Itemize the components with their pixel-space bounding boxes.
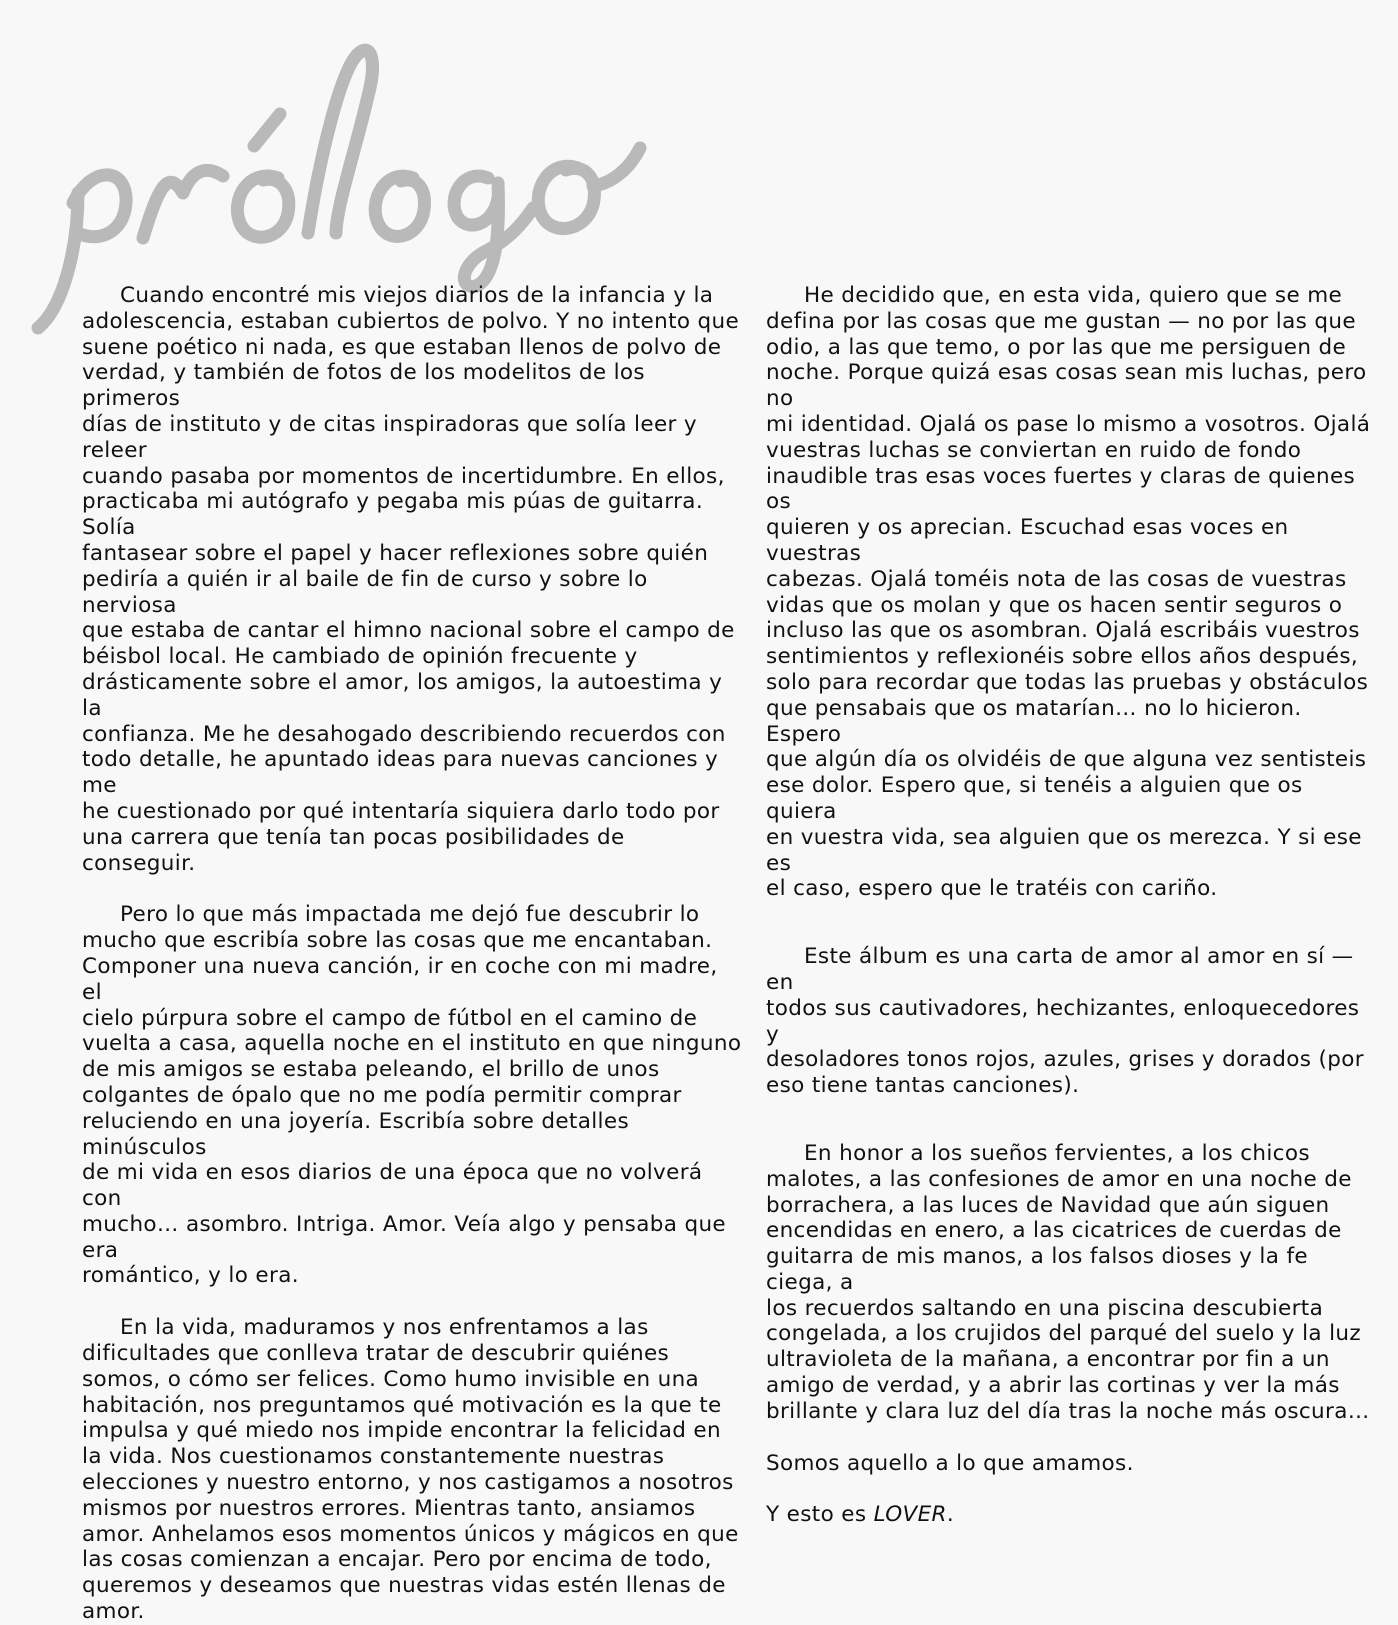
- left-column: [82, 283, 742, 1625]
- paragraph-growing-up: En la vida, maduramos y nos enfrentamos a las dificultades que conlleva tratar de descubrir quiénes somos, o cómo ser felices. Como humo invisible en una habitación, nos preguntamos qué motivación es la que te impulsa y qué miedo nos impide encontrar la felicidad en la vida. Nos cuestionamos constantemente nuestras elecciones y nuestro entorno, y nos castigamos a nosotros mismos por nuestros errores. Mientras tanto, ansiamos amor. Anhelamos esos momentos únicos y mágicos en que las cosas comienzan a encajar. Pero por encima de todo, queremos y deseamos que nuestras vidas estén llenas de amor.: [82, 1315, 739, 1625]
- closing-album-name: LOVER: [873, 1502, 947, 1528]
- closing-prefix: Y esto es: [766, 1502, 874, 1528]
- paragraph-defined-by-love: He decidido que, en esta vida, quiero que se me defina por las cosas que me gustan — no por las que odio, a las que temo, o por las que me persiguen de noche. Porque quizá esas cosas sean mis luchas, pero no mi identidad. Ojalá os pase lo mismo a vosotros. Ojalá vuestras luchas se conviertan en ruido de fondo inaudible tras esas voces fuertes y claras de quienes os quieren y os aprecian. Escuchad esas voces en vuestras cabezas. Ojalá toméis nota de las cosas de vuestras vidas que os molan y que os hacen sentir seguros o incluso las que os asombran. Ojalá escribáis vuestros sentimientos y reflexionéis sobre ellos años después, solo para recordar que todas las pruebas y obstáculos que pensabais que os matarían… no lo hicieron. Espero que algún día os olvidéis de que alguna vez sentisteis ese dolor. Espero que, si tenéis a alguien que os quiera en vuestra vida, sea alguien que os merezca. Y si ese es el caso, espero que le tratéis con cariño.: [766, 283, 1371, 902]
- right-column: [766, 283, 1376, 1528]
- paragraph-we-are-what-we-love: Somos aquello a lo que amamos.: [766, 1450, 1134, 1476]
- paragraph-childhood-diaries: Cuando encontré mis viejos diarios de la infancia y la adolescencia, estaban cubiertos de polvo. Y no intento que suene poético ni nada, es que estaban llenos de polvo de verdad, y también de fotos de los modelitos de los primeros días de instituto y de citas inspiradoras que solía leer y releer cuando pasaba por momentos de incertidumbre. En ellos, practicaba mi autógrafo y pegaba mis púas de guitarra. Solía fantasear sobre el papel y hacer reflexiones sobre quién pediría a quién ir al baile de fin de curso y sobre lo nerviosa que estaba de cantar el himno nacional sobre el campo de béisbol local. He cambiado de opinión frecuente y drásticamente sobre el amor, los amigos, la autoestima y la confianza. Me he desahogado describiendo recuerdos con todo detalle, he apuntado ideas para nuevas canciones y me he cuestionado por qué intentaría siquiera darlo todo por una carrera que tenía tan pocas posibilidades de conseguir.: [82, 283, 740, 876]
- paragraph-in-honor: En honor a los sueños fervientes, a los chicos malotes, a las confesiones de amor en una noche de borrachera, a las luces de Navidad que aún siguen encendidas en enero, a las cicatrices de cuerdas de guitarra de mis manos, a los falsos dioses y la fe ciega, a los recuerdos saltando en una piscina descubierta congelada, a los crujidos del parqué del suelo y la luz ultravioleta de la mañana, a encontrar por fin a un amigo de verdad, y a abrir las cortinas y ver la más brillante y clara luz del día tras la noche más oscura…: [766, 1140, 1370, 1424]
- closing-suffix: .: [946, 1502, 954, 1528]
- paragraph-album-love-letter: Este álbum es una carta de amor al amor en sí — en todos sus cautivadores, hechizantes, enloquecedores y desoladores tonos rojos, azules, grises y dorados (por eso tiene tantas canciones).: [766, 944, 1364, 1099]
- paragraph-things-i-loved: Pero lo que más impactada me dejó fue descubrir lo mucho que escribía sobre las cosas que me encantaban. Componer una nueva canción, ir en coche con mi madre, el cielo púrpura sobre el campo de fútbol en el camino de vuelta a casa, aquella noche en el instituto en que ninguno de mis amigos se estaba peleando, el brillo de unos colgantes de ópalo que no me podía permitir comprar reluciendo en una joyería. Escribía sobre detalles minúsculos de mi vida en esos diarios de una época que no volverá con mucho… asombro. Intriga. Amor. Veía algo y pensaba que era romántico, y lo era.: [82, 902, 742, 1289]
- paragraph-closing: [766, 1502, 1376, 1528]
